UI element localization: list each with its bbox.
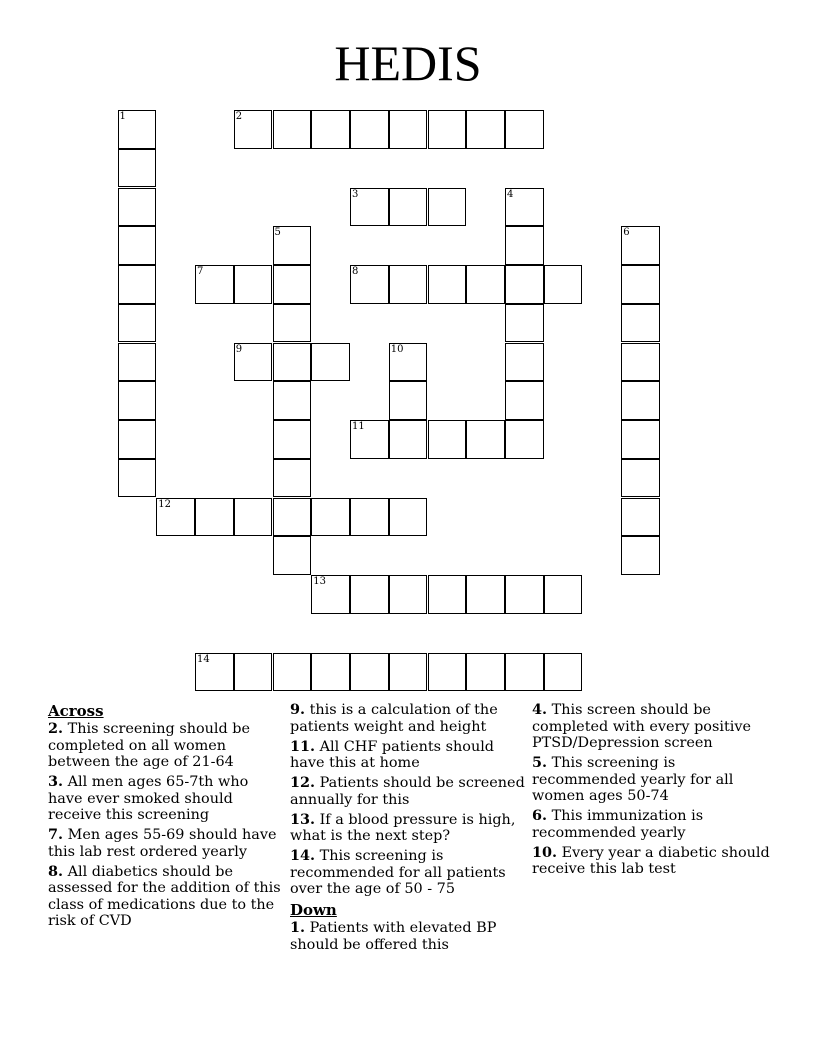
crossword-cell[interactable]	[273, 459, 312, 498]
crossword-cell[interactable]	[156, 498, 195, 537]
clue-text: This immunization is recommended yearly	[532, 808, 704, 841]
clue-number: 2	[235, 111, 243, 122]
crossword-cell[interactable]	[466, 653, 505, 692]
clue-label: 11.	[290, 737, 316, 755]
crossword-cell[interactable]	[273, 226, 312, 265]
crossword-cell[interactable]	[544, 265, 583, 304]
clue-label: 2.	[48, 720, 64, 737]
crossword-cell[interactable]	[234, 265, 273, 304]
clue	[532, 808, 770, 841]
clue	[290, 848, 528, 898]
crossword-cell[interactable]	[273, 420, 312, 459]
crossword-cell[interactable]	[311, 575, 350, 614]
clue-number: 7	[197, 266, 204, 277]
clue	[48, 721, 286, 771]
crossword-cell[interactable]	[505, 304, 544, 343]
crossword-cell[interactable]	[505, 110, 544, 149]
clue-number: 9	[235, 343, 243, 355]
crossword-cell[interactable]	[389, 653, 428, 692]
crossword-cell[interactable]	[234, 110, 273, 149]
clue	[290, 775, 528, 808]
crossword-cell[interactable]	[621, 381, 660, 420]
clue-text: This screening should be completed on all women between the age of 21-64	[48, 721, 251, 770]
clue-text: This screening is recommended yearly for all women ages 50-74	[532, 755, 734, 804]
clue-label: 3.	[48, 773, 64, 790]
clue-number: 11	[352, 421, 365, 432]
crossword-cell[interactable]	[273, 343, 312, 382]
crossword-cell[interactable]	[273, 653, 312, 692]
crossword-cell[interactable]	[389, 420, 428, 459]
clue-text: This screening is recommended for all patients over the age of 50 - 75	[290, 848, 506, 897]
clue-number: 12	[158, 498, 171, 510]
clue-label: 8.	[48, 862, 64, 880]
clue-text: This screen should be completed with every positive PTSD/Depression screen	[532, 702, 751, 751]
crossword-cell[interactable]	[621, 498, 660, 537]
crossword-cell[interactable]	[428, 653, 467, 692]
across-heading: Across	[48, 702, 104, 720]
down-heading: Down	[290, 901, 337, 919]
clue-number: 6	[623, 227, 630, 239]
clue-number: 8	[352, 266, 359, 277]
clue-text: Patients with elevated BP should be offered this	[290, 920, 497, 953]
crossword-cell[interactable]	[389, 575, 428, 614]
crossword-cell[interactable]	[273, 265, 312, 304]
clue	[290, 702, 528, 735]
crossword-cell[interactable]	[350, 188, 389, 227]
crossword-cell[interactable]	[311, 110, 350, 149]
clue-label: 1.	[290, 919, 306, 936]
clue-text: All diabetics should be assessed for the addition of this class of medications due to the risk of CVD	[48, 863, 281, 929]
crossword-cell[interactable]	[118, 381, 157, 420]
clue-text: this is a calculation of the patients weight and height	[290, 702, 498, 735]
crossword-cell[interactable]	[273, 536, 312, 575]
clue-number: 5	[274, 227, 281, 239]
crossword-cell[interactable]	[428, 110, 467, 149]
crossword-cell[interactable]	[234, 653, 273, 692]
clue	[532, 702, 770, 752]
clue	[48, 827, 286, 860]
crossword-cell[interactable]	[311, 498, 350, 537]
crossword-cell[interactable]	[273, 304, 312, 343]
crossword-cell[interactable]	[118, 459, 157, 498]
crossword-cell[interactable]	[118, 188, 157, 227]
crossword-cell[interactable]	[350, 653, 389, 692]
clue-text: All men ages 65-7th who have ever smoked should receive this screening	[48, 774, 249, 823]
clue	[532, 755, 770, 805]
clue-label: 12.	[290, 774, 316, 791]
clue-text: Every year a diabetic should receive this lab test	[532, 844, 770, 877]
crossword-cell[interactable]	[505, 188, 544, 227]
crossword-cell[interactable]	[428, 265, 467, 304]
clue-label: 7.	[48, 826, 64, 843]
crossword-cell[interactable]	[389, 110, 428, 149]
clue-label: 14.	[290, 847, 316, 864]
crossword-cell[interactable]	[118, 420, 157, 459]
clue-number: 13	[313, 576, 326, 587]
clue-text: If a blood pressure is high, what is the next step?	[290, 811, 516, 844]
crossword-cell[interactable]	[428, 188, 467, 227]
clues-column-1	[48, 702, 286, 933]
clue-text: Men ages 55-69 should have this lab rest ordered yearly	[48, 827, 277, 860]
clue	[290, 739, 528, 772]
crossword-cell[interactable]	[273, 498, 312, 537]
clue-number: 14	[197, 653, 210, 665]
clue-label: 9.	[290, 701, 306, 718]
clue-label: 5.	[532, 754, 548, 771]
crossword-cell[interactable]	[389, 265, 428, 304]
crossword-cell[interactable]	[466, 575, 505, 614]
crossword-cell[interactable]	[389, 343, 428, 382]
crossword-cell[interactable]	[621, 343, 660, 382]
crossword-cell[interactable]	[273, 381, 312, 420]
clue	[48, 864, 286, 930]
crossword-cell[interactable]	[118, 265, 157, 304]
clue-text: All CHF patients should have this at home	[290, 738, 495, 771]
crossword-cell[interactable]	[389, 188, 428, 227]
crossword-cell[interactable]	[350, 110, 389, 149]
crossword-cell[interactable]	[118, 110, 157, 149]
crossword-cell[interactable]	[544, 653, 583, 692]
clue-label: 6.	[532, 807, 548, 824]
clue-label: 10.	[532, 843, 558, 861]
crossword-cell[interactable]	[118, 304, 157, 343]
crossword-cell[interactable]	[389, 381, 428, 420]
clue-label: 4.	[532, 701, 548, 718]
crossword-cell[interactable]	[118, 226, 157, 265]
crossword-cell[interactable]	[273, 110, 312, 149]
crossword-cell[interactable]	[350, 420, 389, 459]
crossword-cell[interactable]	[621, 304, 660, 343]
crossword-cell[interactable]	[195, 498, 234, 537]
crossword-cell[interactable]	[505, 381, 544, 420]
clue-label: 13.	[290, 810, 316, 828]
crossword-cell[interactable]	[621, 459, 660, 498]
crossword-cell[interactable]	[466, 110, 505, 149]
crossword-cell[interactable]	[505, 653, 544, 692]
crossword-cell[interactable]	[428, 575, 467, 614]
crossword-cell[interactable]	[544, 575, 583, 614]
crossword-cell[interactable]	[505, 420, 544, 459]
crossword-cell[interactable]	[195, 265, 234, 304]
crossword-cell[interactable]	[118, 149, 157, 188]
crossword-cell[interactable]	[234, 343, 273, 382]
clue-number: 1	[119, 111, 126, 122]
clue	[532, 845, 770, 878]
crossword-cell[interactable]	[505, 265, 544, 304]
clue-number: 3	[352, 188, 359, 200]
clue-text: Patients should be screened annually for this	[290, 775, 525, 808]
clue	[290, 920, 528, 953]
crossword-cell[interactable]	[621, 226, 660, 265]
crossword-cell[interactable]	[621, 536, 660, 575]
crossword-cell[interactable]	[466, 265, 505, 304]
clue	[48, 774, 286, 824]
crossword-cell[interactable]	[350, 265, 389, 304]
clues-column-2	[290, 702, 528, 957]
crossword-cell[interactable]	[234, 498, 273, 537]
crossword-cell[interactable]	[389, 498, 428, 537]
crossword-cell[interactable]	[505, 226, 544, 265]
crossword-cell[interactable]	[621, 265, 660, 304]
crossword-cell[interactable]	[311, 343, 350, 382]
clues-column-3	[532, 702, 770, 881]
page-title: HEDIS	[334, 35, 482, 91]
crossword-cell[interactable]	[350, 575, 389, 614]
crossword-cell[interactable]	[195, 653, 234, 692]
crossword-cell[interactable]	[466, 420, 505, 459]
clue-number: 4	[507, 188, 514, 200]
crossword-cell[interactable]	[118, 343, 157, 382]
crossword-cell[interactable]	[428, 420, 467, 459]
clue-number: 10	[390, 343, 404, 355]
crossword-cell[interactable]	[505, 575, 544, 614]
crossword-cell[interactable]	[311, 653, 350, 692]
clue	[290, 812, 528, 845]
crossword-cell[interactable]	[350, 498, 389, 537]
crossword-cell[interactable]	[505, 343, 544, 382]
crossword-cell[interactable]	[621, 420, 660, 459]
